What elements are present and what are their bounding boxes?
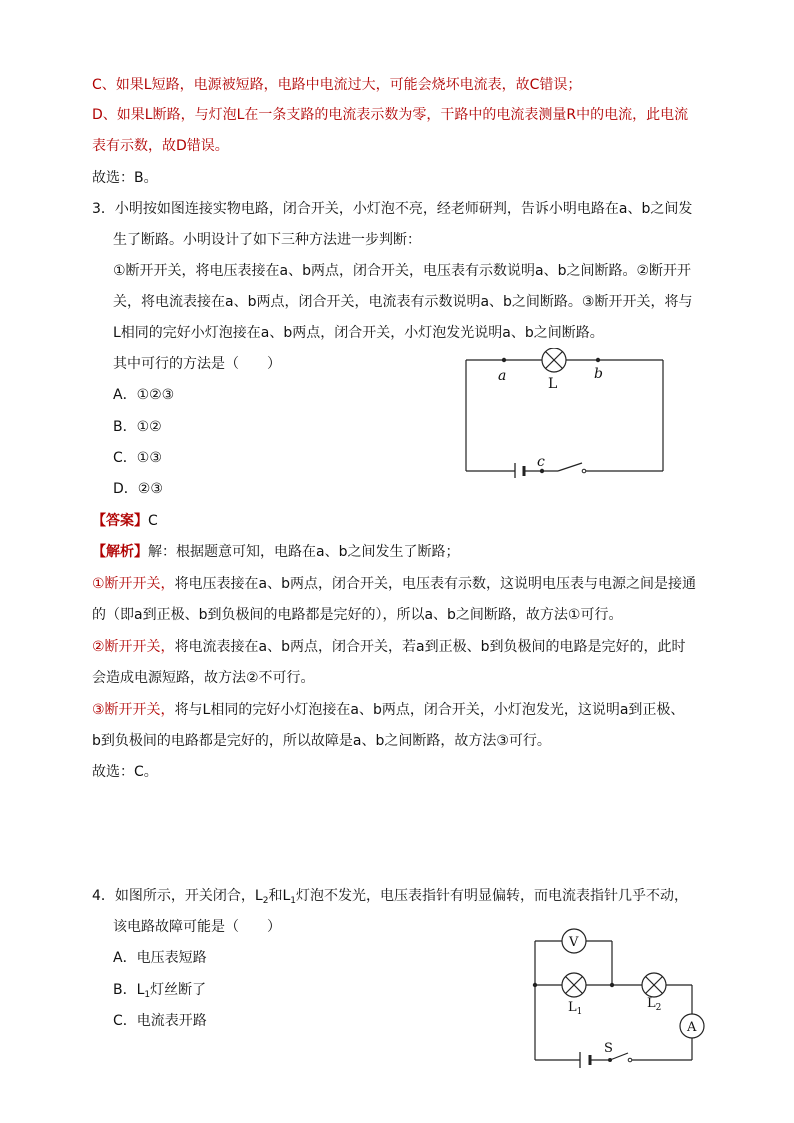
q3-method-line2: 关，将电流表接在a、b两点，闭合开关，电流表有示数说明a、b之间断路。③断开开关，将与	[113, 294, 693, 310]
q3-analysis-2-line1: ②断开开关，将电流表接在a、b两点，闭合开关，若a到正极、b到负极间的电路是完好的，此时	[92, 639, 686, 655]
switch-icon	[540, 463, 586, 473]
q3-analysis-1-line2: 的（即a到正极、b到负极间的电路都是完好的），所以a、b之间断路，故方法①可行。	[92, 607, 623, 623]
label-l2: $L_2$	[647, 996, 662, 1013]
q3-option-b: B．①②	[113, 419, 162, 435]
q3-option-c: C．①③	[113, 450, 162, 466]
prev-option-d-explanation-line2: 表有示数，故D错误。	[92, 138, 229, 154]
q3-method-line1: ①断开开关，将电压表接在a、b两点，闭合开关，电压表有示数说明a、b之间断路。②断开开	[113, 263, 692, 279]
label-a: a	[498, 368, 507, 384]
q3-analysis-intro: 【解析】解：根据题意可知，电路在a、b之间发生了断路；	[92, 544, 460, 560]
analysis-tag: 【解析】	[92, 544, 148, 560]
ammeter-icon	[680, 1014, 704, 1038]
q4-option-b: B．$L_1$灯丝断了	[113, 982, 207, 1000]
q4-circuit-diagram	[528, 925, 714, 1070]
lamp-l2-icon	[642, 973, 666, 997]
label-L: L	[548, 376, 558, 392]
q4-stem-line2: 该电路故障可能是（ ）	[113, 919, 281, 935]
label-b: b	[594, 366, 603, 382]
battery-icon	[580, 1052, 590, 1068]
q4-stem-line1: 4．如图所示，开关闭合，$L_2$和$L_1$灯泡不发光，电压表指针有明显偏转，而电流表指针几乎不动，	[92, 888, 688, 906]
q3-analysis-3-line1: ③断开开关，将与L相同的完好小灯泡接在a、b两点，闭合开关，小灯泡发光，这说明a到正极、	[92, 702, 685, 718]
label-l1: $L_1$	[568, 1000, 583, 1017]
q3-circuit-diagram	[460, 348, 670, 478]
q3-answer	[92, 511, 158, 531]
battery-icon	[515, 463, 524, 478]
lamp-icon	[542, 348, 566, 372]
prev-final-answer: 故选：B。	[92, 170, 158, 186]
q3-analysis-3-line2: b到负极间的电路都是完好的，所以故障是a、b之间断路，故方法③可行。	[92, 733, 551, 749]
answer-value: C	[148, 513, 158, 529]
prev-option-d-explanation-line1: D、如果L断路，与灯泡L在一条支路的电流表示数为零，干路中的电流表测量R中的电流，此电流	[92, 107, 689, 123]
q3-option-a: A．①②③	[113, 387, 175, 403]
lamp-l1-icon	[562, 973, 586, 997]
q3-analysis-2-line2: 会造成电源短路，故方法②不可行。	[92, 670, 315, 686]
prev-option-c-explanation: C、如果L短路，电源被短路，电路中电流过大，可能会烧坏电流表，故C错误；	[92, 77, 582, 93]
svg-text:A: A	[687, 1020, 697, 1035]
q3-final-answer: 故选：C。	[92, 764, 158, 780]
q4-option-a: A．电压表短路	[113, 950, 207, 966]
q3-option-d: D．②③	[113, 481, 163, 497]
q3-analysis-1-line1: ①断开开关，将电压表接在a、b两点，闭合开关，电压表有示数，这说明电压表与电源之间是接通	[92, 576, 697, 592]
label-c: c	[537, 454, 545, 470]
q4-option-c: C．电流表开路	[113, 1013, 207, 1029]
svg-text:V: V	[569, 935, 579, 950]
label-s: S	[604, 1041, 613, 1056]
q3-question: 其中可行的方法是（ ）	[113, 356, 281, 372]
answer-tag: 【答案】	[92, 513, 148, 529]
q3-stem-line1: 3．小明按如图连接实物电路，闭合开关，小灯泡不亮，经老师研判，告诉小明电路在a、b之间发	[92, 201, 693, 217]
voltmeter-icon	[562, 929, 586, 953]
q3-stem-line2: 生了断路。小明设计了如下三种方法进一步判断：	[113, 232, 421, 248]
q3-method-line3: L相同的完好小灯泡接在a、b两点，闭合开关，小灯泡发光说明a、b之间断路。	[113, 325, 604, 341]
